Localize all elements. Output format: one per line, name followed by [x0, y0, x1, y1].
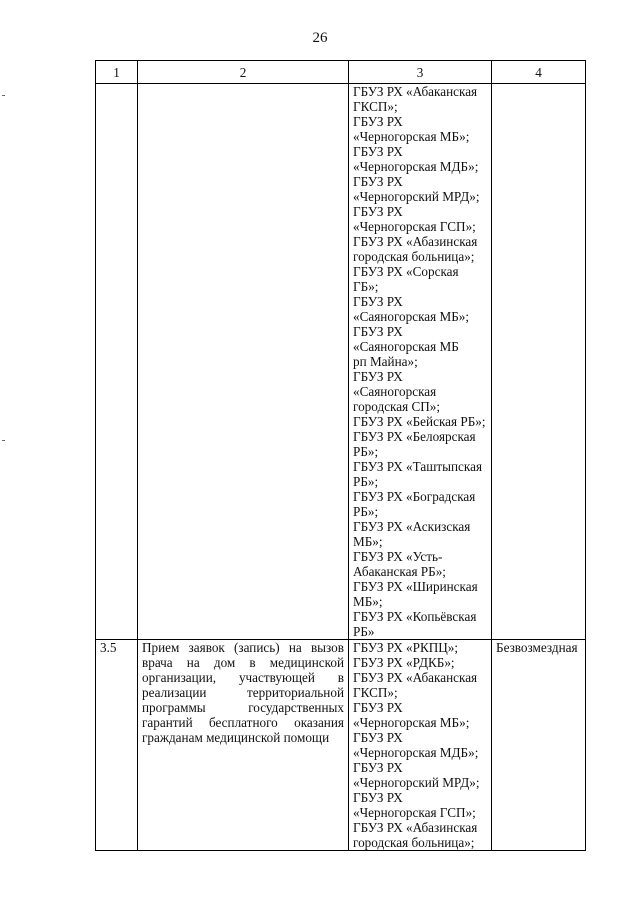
organization-line: «Саяногорская МБ»;	[353, 309, 470, 324]
organization-line: «Саяногорская	[353, 384, 437, 399]
organization-line: ГБУЗ РХ	[353, 144, 403, 159]
header-cell: 2	[138, 61, 349, 84]
organization-line: ГБУЗ РХ	[353, 760, 403, 775]
organization-line: МБ»;	[353, 534, 383, 549]
scan-edge-mark	[2, 440, 5, 441]
organization-line: РБ»;	[353, 504, 379, 519]
organization-line: ГБУЗ РХ «Бейская РБ»;	[353, 414, 486, 429]
organization-line: ГБУЗ РХ	[353, 114, 403, 129]
organization-line: МБ»;	[353, 594, 383, 609]
organization-line: ГБУЗ РХ	[353, 294, 403, 309]
organization-line: ГБУЗ РХ	[353, 700, 403, 715]
page-number: 26	[312, 30, 328, 46]
service-description: Прием заявок (запись) на вызов врача на дом в медицинской организации, участвующей в реализации территориальной программы государственных гарантий бесплатного оказания гражданам медицинской помощи	[138, 640, 349, 851]
organization-line: «Черногорская МБ»;	[353, 715, 470, 730]
organization-line: Абаканская РБ»;	[353, 564, 446, 579]
table-row	[96, 640, 586, 851]
organization-line: ГБУЗ РХ	[353, 369, 403, 384]
organization-line: «Черногорская ГСП»;	[353, 219, 476, 234]
organization-line: ГБУЗ РХ «Усть-	[353, 549, 443, 564]
header-cell: 4	[492, 61, 586, 84]
service-description	[138, 84, 349, 640]
row-number	[96, 84, 138, 640]
organization-line: ГБУЗ РХ «Абазинская	[353, 234, 478, 249]
organization-line: ГБУЗ РХ «Сорская ГБ»;	[353, 264, 459, 294]
organization-line: ГБУЗ РХ «Таштыпская	[353, 459, 483, 474]
table-row	[96, 84, 586, 640]
organization-line: ГБУЗ РХ «Ширинская	[353, 579, 478, 594]
organization-line: ГБУЗ РХ «Копьёвская	[353, 609, 477, 624]
organization-line: ГБУЗ РХ «РДКБ»;	[353, 655, 455, 670]
organizations-cell	[349, 84, 492, 640]
organization-line: ГБУЗ РХ «Боградская	[353, 489, 476, 504]
organization-line: «Черногорская МДБ»;	[353, 745, 479, 760]
organizations-cell	[349, 640, 492, 851]
organization-line: ГБУЗ РХ	[353, 790, 403, 805]
organization-line: ГБУЗ РХ «Абазинская	[353, 820, 478, 835]
organization-line: РБ»;	[353, 474, 379, 489]
organization-line: ГБУЗ РХ	[353, 204, 403, 219]
organization-line: ГБУЗ РХ «Аскизская	[353, 519, 471, 534]
header-cell: 1	[96, 61, 138, 84]
organization-line: ГБУЗ РХ «РКПЦ»;	[353, 640, 459, 655]
organization-line: ГБУЗ РХ «Абаканская	[353, 670, 478, 685]
organization-line: городская СП»;	[353, 399, 441, 414]
organization-line: «Черногорская МДБ»;	[353, 159, 479, 174]
table-header-row	[96, 61, 586, 84]
row-number: 3.5	[96, 640, 138, 851]
organization-line: ГКСП»;	[353, 685, 398, 700]
header-cell: 3	[349, 61, 492, 84]
services-table	[95, 60, 586, 851]
organization-line: ГБУЗ РХ	[353, 174, 403, 189]
organization-line: ГБУЗ РХ	[353, 730, 403, 745]
price-cell: Безвозмездная	[492, 640, 586, 851]
organization-line: ГБУЗ РХ «Абаканская	[353, 84, 478, 99]
organization-line: РБ»;	[353, 444, 379, 459]
organization-line: «Саяногорская МБ	[353, 339, 459, 354]
organization-line: «Черногорский МРД»;	[353, 189, 480, 204]
organization-line: РБ»	[353, 624, 375, 639]
organization-line: ГБУЗ РХ «Белоярская	[353, 429, 476, 444]
organization-line: городская больница»;	[353, 249, 475, 264]
organization-line: ГБУЗ РХ	[353, 324, 403, 339]
organization-line: ГКСП»;	[353, 99, 398, 114]
price-cell	[492, 84, 586, 640]
organization-line: «Черногорская МБ»;	[353, 129, 470, 144]
organization-line: «Черногорский МРД»;	[353, 775, 480, 790]
scan-edge-mark	[2, 95, 5, 96]
organization-line: городская больница»;	[353, 835, 475, 850]
organization-line: «Черногорская ГСП»;	[353, 805, 476, 820]
organization-line: рп Майна»;	[353, 354, 418, 369]
